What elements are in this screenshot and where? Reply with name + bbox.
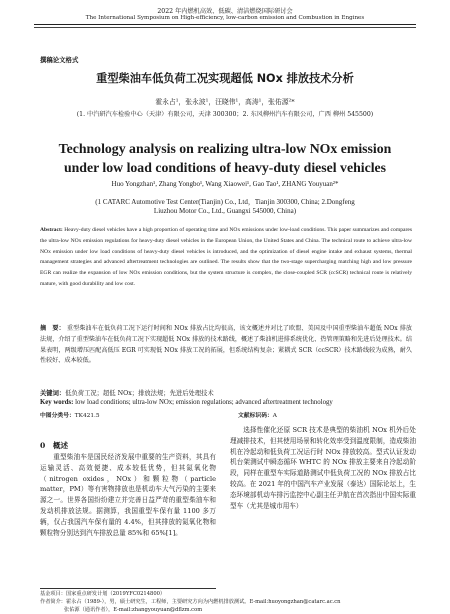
paper-title-cn: 重型柴油车低负荷工况实现超低 NOx 排放技术分析 <box>96 72 354 85</box>
section-heading-overview: 0 概述 <box>40 441 69 450</box>
clc-value: TK421.5 <box>74 413 100 419</box>
keywords-en <box>40 399 333 406</box>
paper-title-en-line2: under low load conditions of heavy-duty diesel vehicles <box>63 160 387 175</box>
body-left-paragraph: 重型柴油车是国民经济发展中重要的生产资料，其具有运输灵活、高效便捷、成本较低优势，但其氮氧化物（nitrogen oxides，NOx）和颗粒物（particle matter，PM）等有害物排放也是机动车大气污染的主要来源之一。世界各国纷纷建立并完善日益严苛的重型柴油车和发动机排放法规。据测算，我国重型车保有量 1100 多万辆，仅占我国汽车保有量的 4.4%，但其排放的氮氧化物和颗粒物分别达到汽车排放总量 85%和 65%[1]。 <box>40 453 216 537</box>
footnote-rule <box>40 588 216 589</box>
abstract-cn-text: 重型柴油车在低负荷工况下运行时间和 NOx 排放占比均很高，该文概述并对比了欧盟、美国及中国重型柴油车超低 NOx 排放法规，介绍了重型柴油车在低负荷工况下实现超低 NOx 排放的技术路线，概述了柴油机进排系统优化、热管理策略和先进后处理技术。结果表明，两级增压匹配高低压 EGR 可实现低 NOx 排放工况的拓展，但系统结构复杂；紧耦式 SCR（ccSCR）技术路线较为成熟，耐久性较好、成本较低。 <box>40 325 413 365</box>
clc-label: 中图分类号： <box>40 413 75 419</box>
footnote-fund: 基金项目：国家重点研发计划（2019YFC0214800） <box>40 591 166 597</box>
keywords-cn-text: 低负荷工况；超低 NOx；排放法规；先进后处理技术 <box>65 390 214 397</box>
header-rule-thin <box>34 27 416 28</box>
doc-code-value: A <box>272 413 277 419</box>
footnote-author-bio: 作者简介：霍永占（1989-），男，硕士研究生，工程师，主要研究方向为内燃机排放测试。E-mail:huoyongzhan@catarc.ac.cn <box>40 599 341 605</box>
body-right-paragraph: 选择性催化还原 SCR 技术是典型的柴油机 NOx 机外后处理减排技术，但其使用场景和转化效率受到温度限制，造成柴油机在冷起动和低负荷工况运行时 NOx 排放较高。型式认证发动机台架测试中瞬态循环 WHTC 的 NOx 排放主要来自冷起动阶段，同样在重型车实际道路测试中低负荷工况的 NOx 排放占比较高。在 2021 年的中国汽车产业发展（泰达）国际论坛上，生态环境部机动车排污监控中心副主任尹航在首次指出中国实际重型车（尤其是城市用车） <box>230 426 416 510</box>
document-code <box>238 410 277 419</box>
keywords-cn <box>40 388 214 397</box>
clc-number <box>40 410 100 419</box>
running-header-en: The International Symposium on High-efficiency, low-carbon emission and Combustion in Engines <box>85 15 365 21</box>
authors-en: Huo Yongzhan¹, Zhang Yongbo¹, Wang Xiaowei¹, Gao Tao¹, ZHANG Youyuan²* <box>111 180 339 188</box>
affiliation-cn: (1. 中汽研汽车检验中心（天津）有限公司，天津 300300；2. 东风柳州汽车有限公司，广西 柳州 545500) <box>76 111 374 118</box>
affiliation-en-line2: Liuzhou Motor Co., Ltd., Guangxi 545000, China) <box>153 207 297 215</box>
abstract-en <box>40 225 412 290</box>
doc-code-label: 文献标识码： <box>238 413 273 419</box>
keywords-en-label: Key words: <box>40 399 74 406</box>
affiliation-en-line1: (1 CATARC Automotive Test Center(Tianjin) Co., Ltd，Tianjin 300300, China; 2.Dongfeng <box>95 198 355 206</box>
abstract-en-text: Heavy-duty diesel vehicles have a high proportion of operating time and NOx emissions under low-load conditions. This paper summarizes and compares the ultra-low NOx emission regulations for heavy-duty diesel vehicles in the European Union, the United States and China. The technical route to achieve ultra-low NOx emission under low load conditions of heavy-duty diesel vehicles is introduced, and the optimization of diesel engine intake and exhaust systems, thermal management strategies and advanced aftertreatment technologies are outlined. The results show that the two-stage supercharging matching high and low pressure EGR can realize the expansion of low NOx emission conditions, but the system structure is complex, the close-coupled SCR (ccSCR) technical route is relatively mature, with good durability and low cost. <box>40 227 412 287</box>
footnote-corresponding-author: 张佑源（通讯作者），E-mail:zhangyouyuan@dflzm.com <box>64 607 203 613</box>
keywords-en-text: low load conditions; ultra-low NOx; emission regulations; advanced aftertreatment technology <box>75 399 333 406</box>
section-tag: 撰稿论文格式 <box>40 56 79 64</box>
keywords-cn-label: 关键词： <box>40 390 66 397</box>
authors-cn: 霍永占¹，张永波¹，汪晓伟¹，高涛¹，张佑源²* <box>155 98 295 106</box>
abstract-cn-label: 摘 要： <box>40 325 65 332</box>
abstract-cn <box>40 324 412 367</box>
paper-title-en-line1: Technology analysis on realizing ultra-low NOx emission <box>58 141 392 156</box>
running-header-cn: 2022 年内燃机高效、低碳、清洁燃烧国际研讨会 <box>157 8 293 15</box>
abstract-en-label: Abstract: <box>40 227 63 233</box>
header-rule-thick <box>34 24 416 25</box>
